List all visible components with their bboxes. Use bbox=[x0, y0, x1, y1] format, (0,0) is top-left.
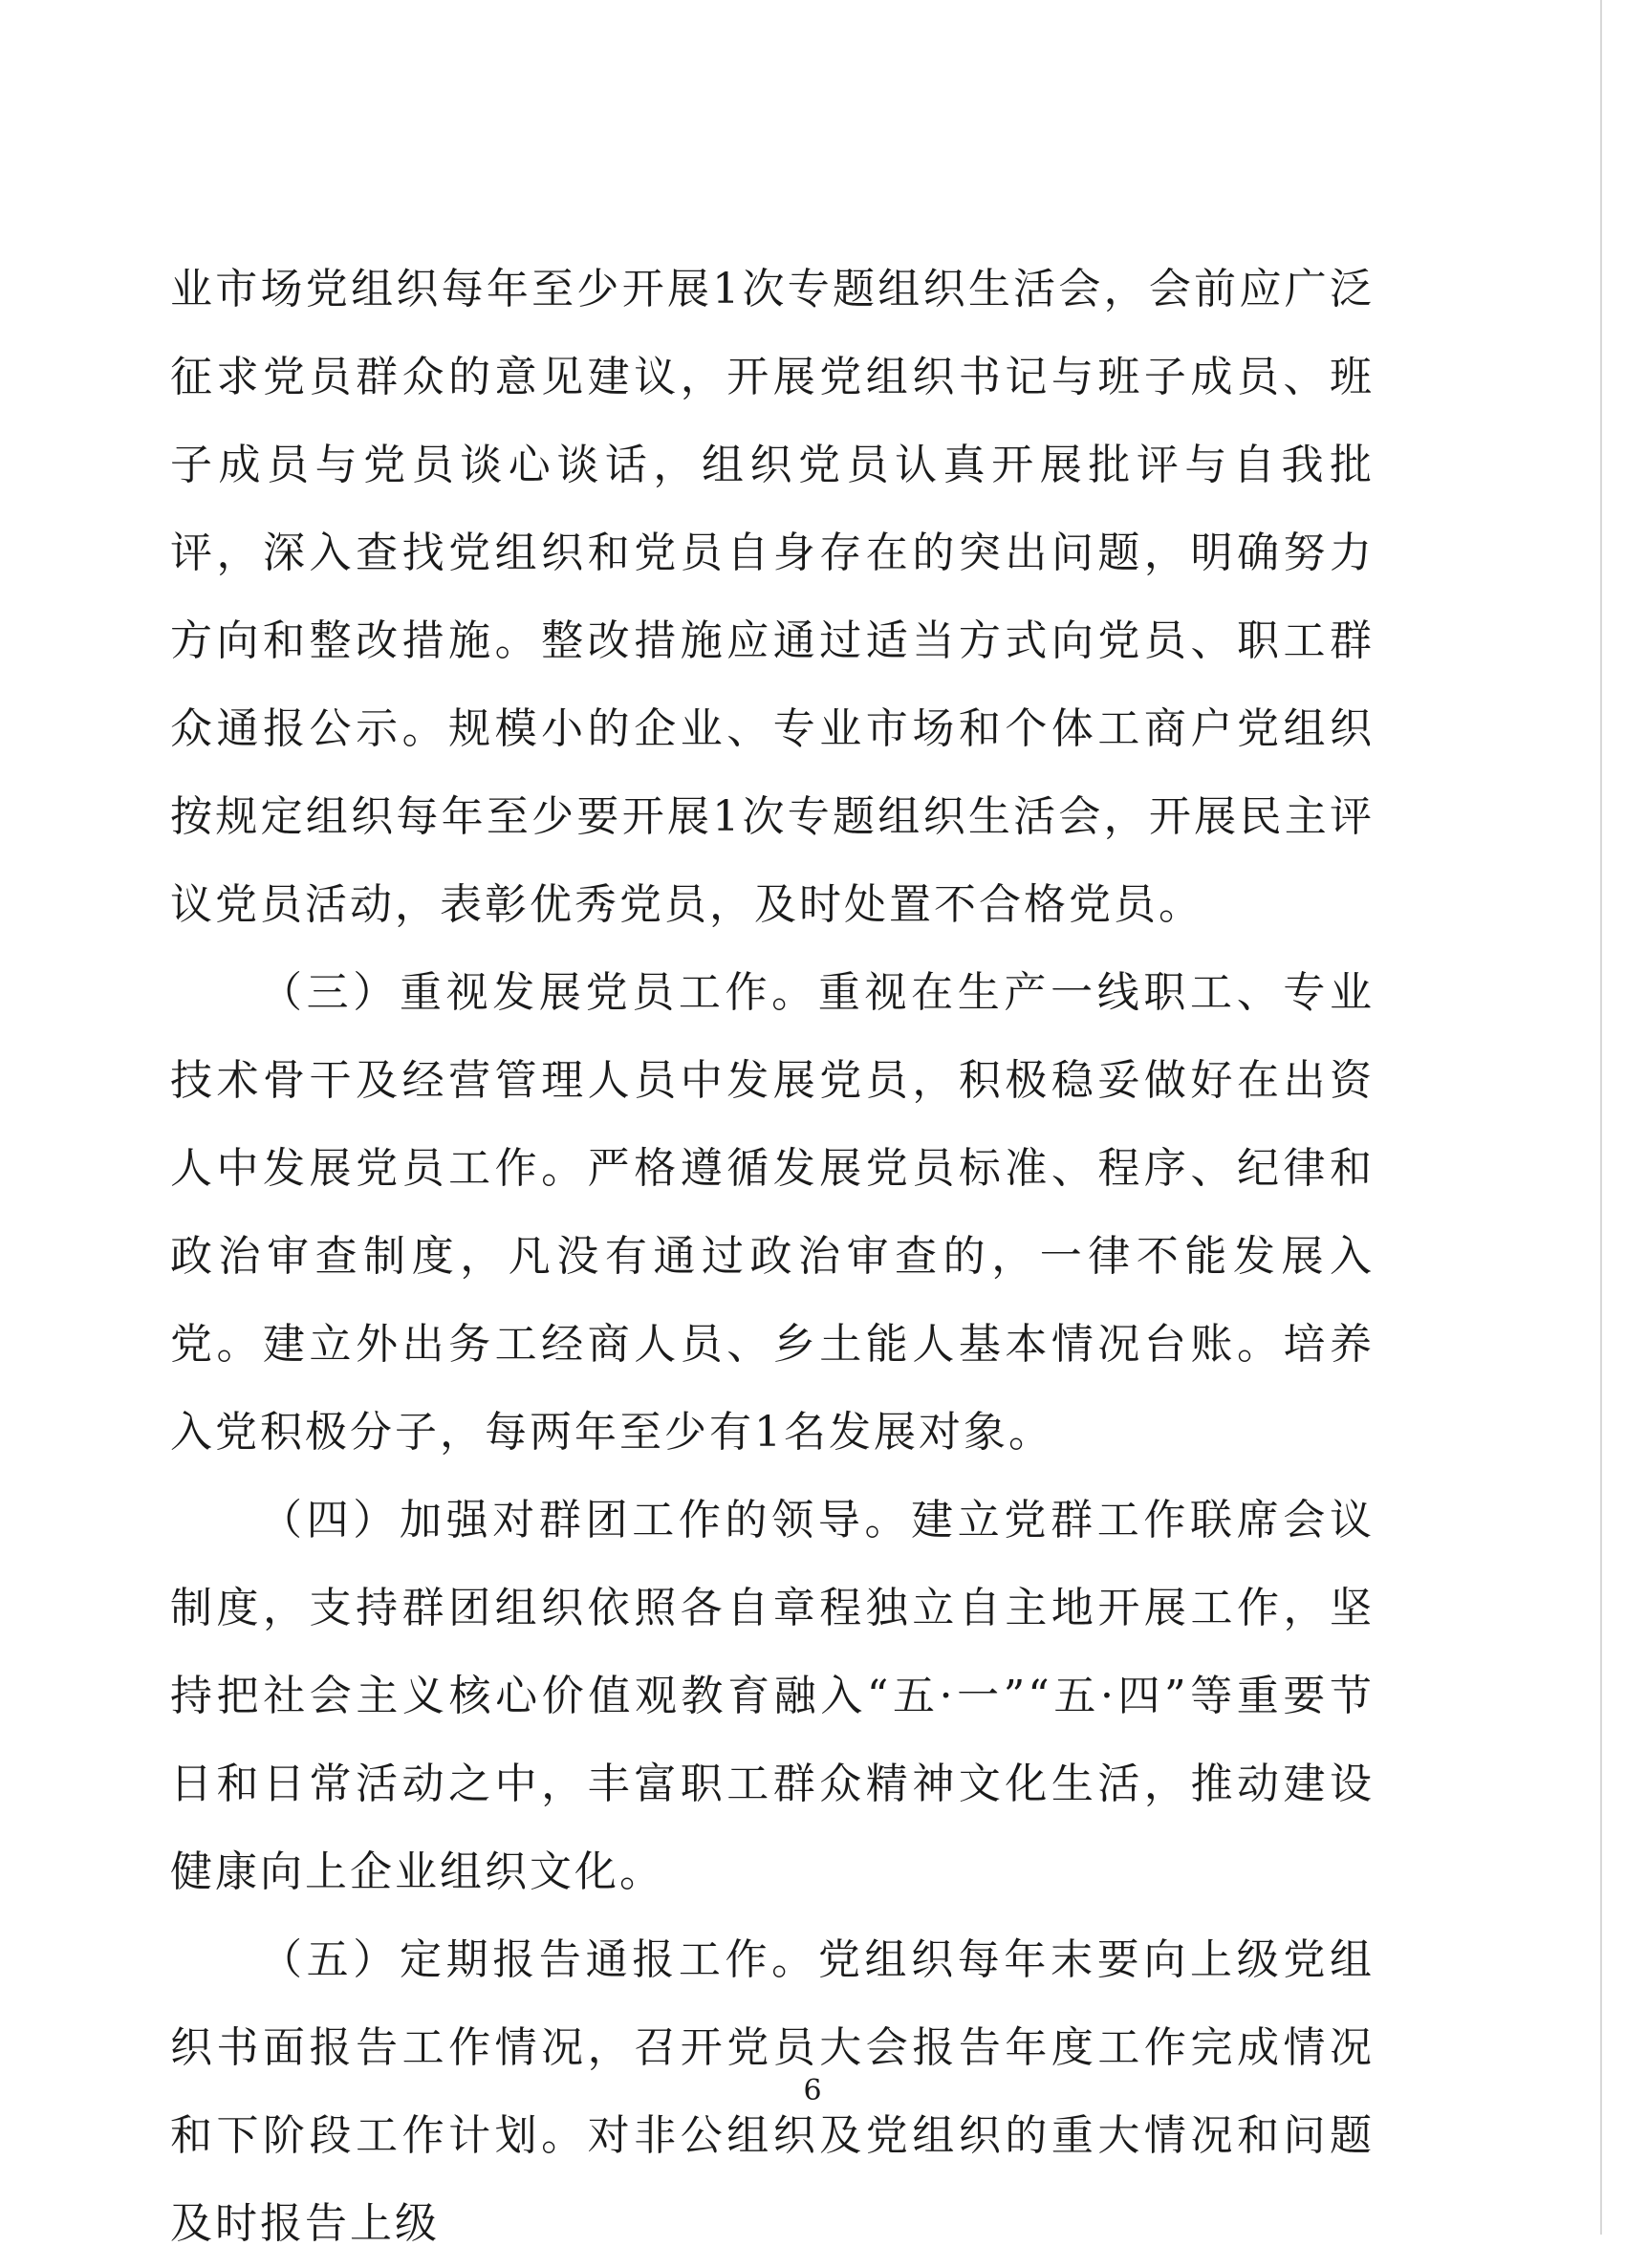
paragraph-section-4: （四）加强对群团工作的领导。建立党群工作联席会议制度，支持群团组织依照各自章程独立自主地开展工作，坚持把社会主义核心价值观教育融入“五·一”“五·四”等重要节日和日常活动之中，丰富职工群众精神文化生活，推动建设健康向上企业组织文化。 bbox=[170, 1496, 1375, 1896]
scan-edge-line bbox=[1600, 0, 1602, 2235]
paragraph-section-5: （五）定期报告通报工作。党组织每年末要向上级党组织书面报告工作情况，召开党员大会报告年度工作完成情况和下阶段工作计划。对非公组织及党组织的重大情况和问题及时报告上级 bbox=[170, 1935, 1375, 2248]
page-number: 6 bbox=[803, 2074, 822, 2107]
document-body bbox=[170, 246, 1375, 2268]
paragraph-continued: 业市场党组织每年至少开展1次专题组织生活会，会前应广泛征求党员群众的意见建议，开展党组织书记与班子成员、班子成员与党员谈心谈话，组织党员认真开展批评与自我批评，深入查找党组织和党员自身存在的突出问题，明确努力方向和整改措施。整改措施应通过适当方式向党员、职工群众通报公示。规模小的企业、专业市场和个体工商户党组织按规定组织每年至少要开展1次专题组织生活会，开展民主评议党员活动，表彰优秀党员，及时处置不合格党员。 bbox=[170, 265, 1375, 929]
paragraph-section-3: （三）重视发展党员工作。重视在生产一线职工、专业技术骨干及经营管理人员中发展党员，积极稳妥做好在出资人中发展党员工作。严格遵循发展党员标准、程序、纪律和政治审查制度，凡没有通过政治审查的，一律不能发展入党。建立外出务工经商人员、乡土能人基本情况台账。培养入党积极分子，每两年至少有1名发展对象。 bbox=[170, 968, 1375, 1457]
